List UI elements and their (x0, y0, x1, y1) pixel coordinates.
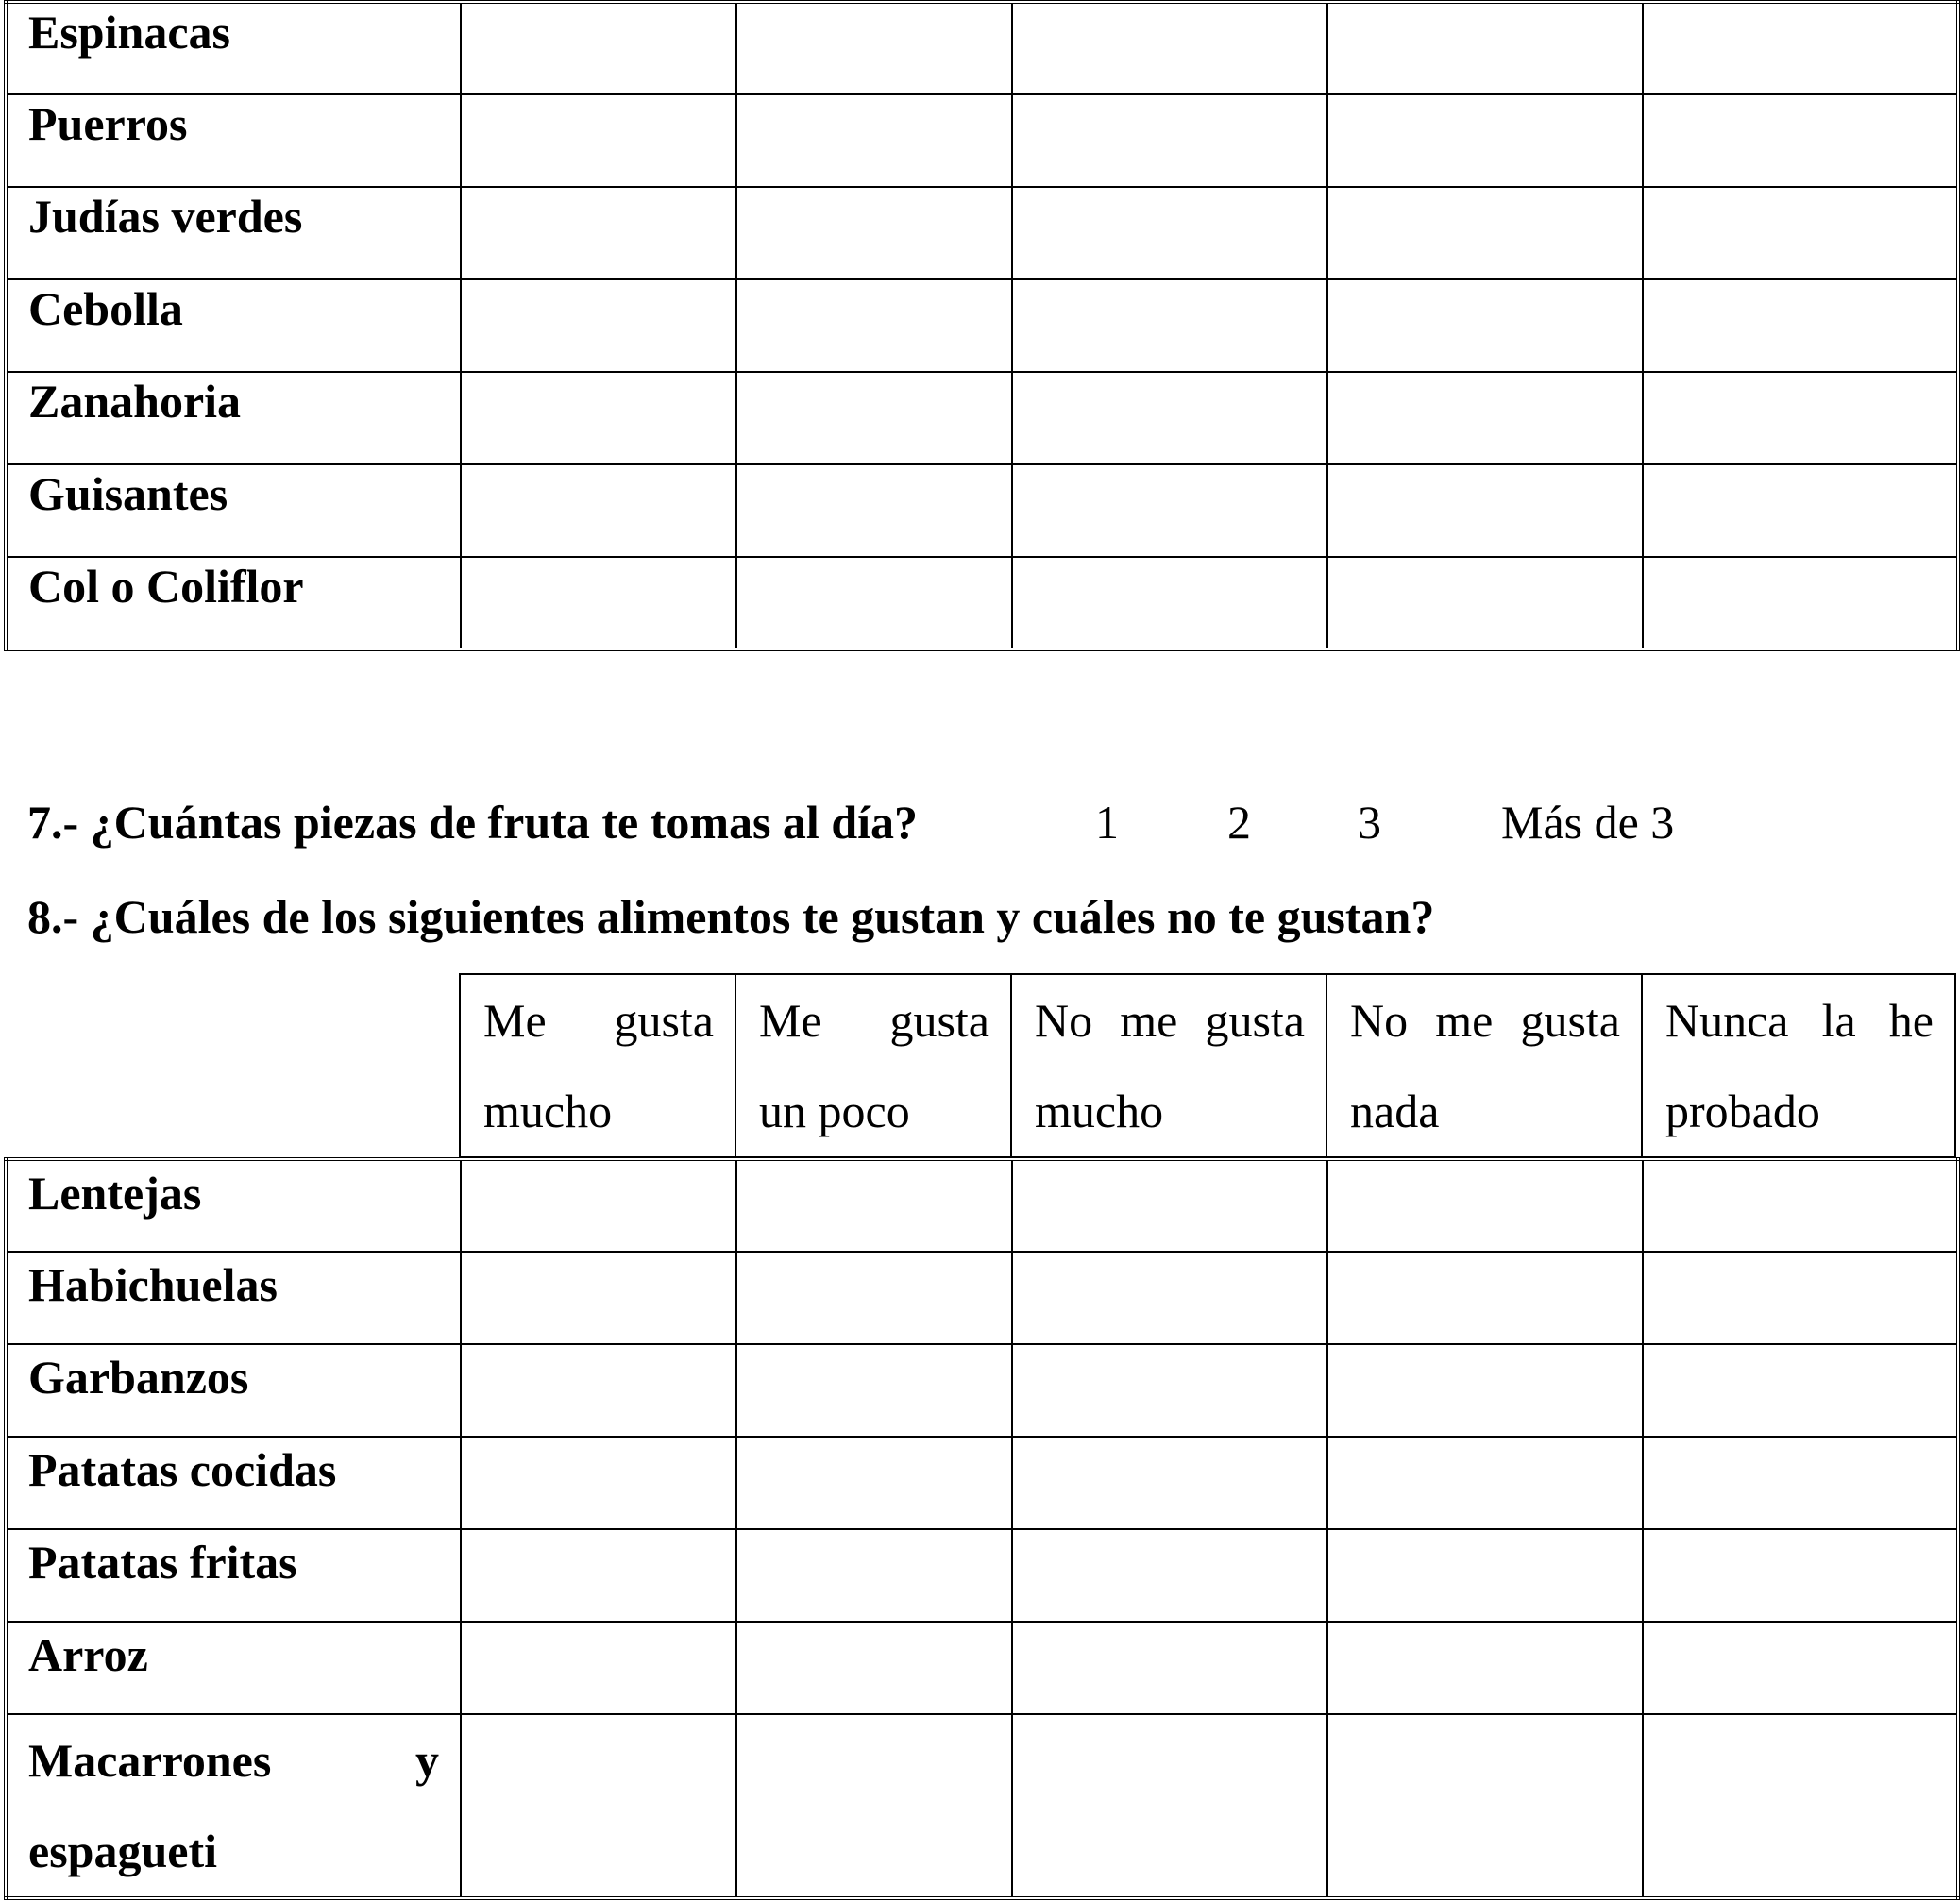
q7-option-3[interactable]: 3 (1358, 796, 1381, 849)
row-label: Habichuelas (6, 1252, 461, 1344)
row-label: Zanahoria (6, 372, 461, 464)
answer-cell[interactable] (1643, 1159, 1958, 1252)
answer-cell[interactable] (1643, 1344, 1958, 1437)
answer-cell[interactable] (461, 557, 736, 649)
answer-cell[interactable] (1327, 1159, 1643, 1252)
answer-cell[interactable] (1327, 1252, 1643, 1344)
answer-cell[interactable] (1012, 1159, 1327, 1252)
answer-cell[interactable] (1012, 1529, 1327, 1622)
preference-column-headers (459, 973, 1956, 1158)
header-row (460, 974, 1955, 1157)
answer-cell[interactable] (1643, 1622, 1958, 1714)
answer-cell[interactable] (736, 1159, 1012, 1252)
row-label: Arroz (6, 1622, 461, 1714)
answer-cell[interactable] (1012, 2, 1327, 94)
row-label: Guisantes (6, 464, 461, 557)
vegetables-table-continued (4, 0, 1960, 651)
answer-cell[interactable] (736, 1622, 1012, 1714)
q7-option-2[interactable]: 2 (1227, 796, 1251, 849)
table-row (6, 94, 1958, 187)
answer-cell[interactable] (1012, 1437, 1327, 1529)
answer-cell[interactable] (736, 2, 1012, 94)
answer-cell[interactable] (1643, 1252, 1958, 1344)
answer-cell[interactable] (1643, 464, 1958, 557)
row-label: Judías verdes (6, 187, 461, 279)
answer-cell[interactable] (1012, 94, 1327, 187)
answer-cell[interactable] (1327, 279, 1643, 372)
answer-cell[interactable] (1327, 94, 1643, 187)
answer-cell[interactable] (1643, 1714, 1958, 1898)
answer-cell[interactable] (1327, 1714, 1643, 1898)
table-row (6, 464, 1958, 557)
table-row (6, 557, 1958, 649)
answer-cell[interactable] (1327, 1437, 1643, 1529)
answer-cell[interactable] (1643, 187, 1958, 279)
row-label: Macarrones y espagueti (6, 1714, 461, 1898)
answer-cell[interactable] (1643, 557, 1958, 649)
answer-cell[interactable] (1327, 187, 1643, 279)
answer-cell[interactable] (1643, 1529, 1958, 1622)
question-7-text: 7.- ¿Cuántas piezas de fruta te tomas al día? (27, 796, 919, 849)
answer-cell[interactable] (1643, 1437, 1958, 1529)
answer-cell[interactable] (736, 1344, 1012, 1437)
answer-cell[interactable] (1643, 279, 1958, 372)
answer-cell[interactable] (736, 372, 1012, 464)
row-label: Puerros (6, 94, 461, 187)
answer-cell[interactable] (1012, 187, 1327, 279)
answer-cell[interactable] (1327, 1529, 1643, 1622)
table-row (6, 1437, 1958, 1529)
answer-cell[interactable] (1643, 94, 1958, 187)
row-label: Garbanzos (6, 1344, 461, 1437)
answer-cell[interactable] (461, 1344, 736, 1437)
answer-cell[interactable] (1012, 372, 1327, 464)
row-label: Col o Coliflor (6, 557, 461, 649)
row-label: Patatas fritas (6, 1529, 461, 1622)
table-row (6, 1529, 1958, 1622)
answer-cell[interactable] (736, 1437, 1012, 1529)
answer-cell[interactable] (1012, 1344, 1327, 1437)
table-row (6, 1159, 1958, 1252)
answer-cell[interactable] (461, 372, 736, 464)
row-label: Lentejas (6, 1159, 461, 1252)
table-row (6, 279, 1958, 372)
q7-option-1[interactable]: 1 (1095, 796, 1119, 849)
answer-cell[interactable] (1012, 1622, 1327, 1714)
answer-cell[interactable] (461, 1622, 736, 1714)
answer-cell[interactable] (736, 187, 1012, 279)
answer-cell[interactable] (461, 94, 736, 187)
table-row (6, 1344, 1958, 1437)
answer-cell[interactable] (1327, 372, 1643, 464)
question-8-text: 8.- ¿Cuáles de los siguientes alimentos te gustan y cuáles no te gustan? (27, 890, 1435, 943)
column-header: Me gusta mucho (460, 974, 735, 1157)
question-7 (27, 795, 918, 850)
table-row (6, 1622, 1958, 1714)
answer-cell[interactable] (736, 1252, 1012, 1344)
answer-cell[interactable] (736, 1529, 1012, 1622)
answer-cell[interactable] (461, 1714, 736, 1898)
answer-cell[interactable] (461, 1252, 736, 1344)
question-8 (27, 889, 1434, 944)
answer-cell[interactable] (1643, 2, 1958, 94)
answer-cell[interactable] (1643, 372, 1958, 464)
foods-preference-table (4, 1157, 1960, 1900)
row-label: Cebolla (6, 279, 461, 372)
answer-cell[interactable] (1012, 557, 1327, 649)
table-row (6, 1714, 1958, 1898)
answer-cell[interactable] (461, 279, 736, 372)
answer-cell[interactable] (461, 1529, 736, 1622)
answer-cell[interactable] (1012, 464, 1327, 557)
answer-cell[interactable] (1327, 1622, 1643, 1714)
column-header: Me gusta un poco (735, 974, 1011, 1157)
answer-cell[interactable] (461, 464, 736, 557)
answer-cell[interactable] (736, 1714, 1012, 1898)
answer-cell[interactable] (461, 187, 736, 279)
column-header: No me gusta nada (1326, 974, 1642, 1157)
answer-cell[interactable] (461, 1437, 736, 1529)
answer-cell[interactable] (736, 279, 1012, 372)
table-row (6, 1252, 1958, 1344)
answer-cell[interactable] (1012, 1252, 1327, 1344)
answer-cell[interactable] (1327, 464, 1643, 557)
table-row (6, 187, 1958, 279)
row-label: Espinacas (6, 2, 461, 94)
answer-cell[interactable] (1327, 2, 1643, 94)
answer-cell[interactable] (736, 557, 1012, 649)
answer-cell[interactable] (1327, 557, 1643, 649)
table-row (6, 372, 1958, 464)
answer-cell[interactable] (461, 2, 736, 94)
answer-cell[interactable] (1327, 1344, 1643, 1437)
table-row (6, 2, 1958, 94)
row-label: Patatas cocidas (6, 1437, 461, 1529)
column-header: Nunca la he probado (1642, 974, 1955, 1157)
answer-cell[interactable] (1012, 1714, 1327, 1898)
column-header: No me gusta mucho (1011, 974, 1326, 1157)
answer-cell[interactable] (1012, 279, 1327, 372)
answer-cell[interactable] (461, 1159, 736, 1252)
q7-option-more-than-3[interactable]: Más de 3 (1501, 796, 1675, 849)
answer-cell[interactable] (736, 94, 1012, 187)
answer-cell[interactable] (736, 464, 1012, 557)
